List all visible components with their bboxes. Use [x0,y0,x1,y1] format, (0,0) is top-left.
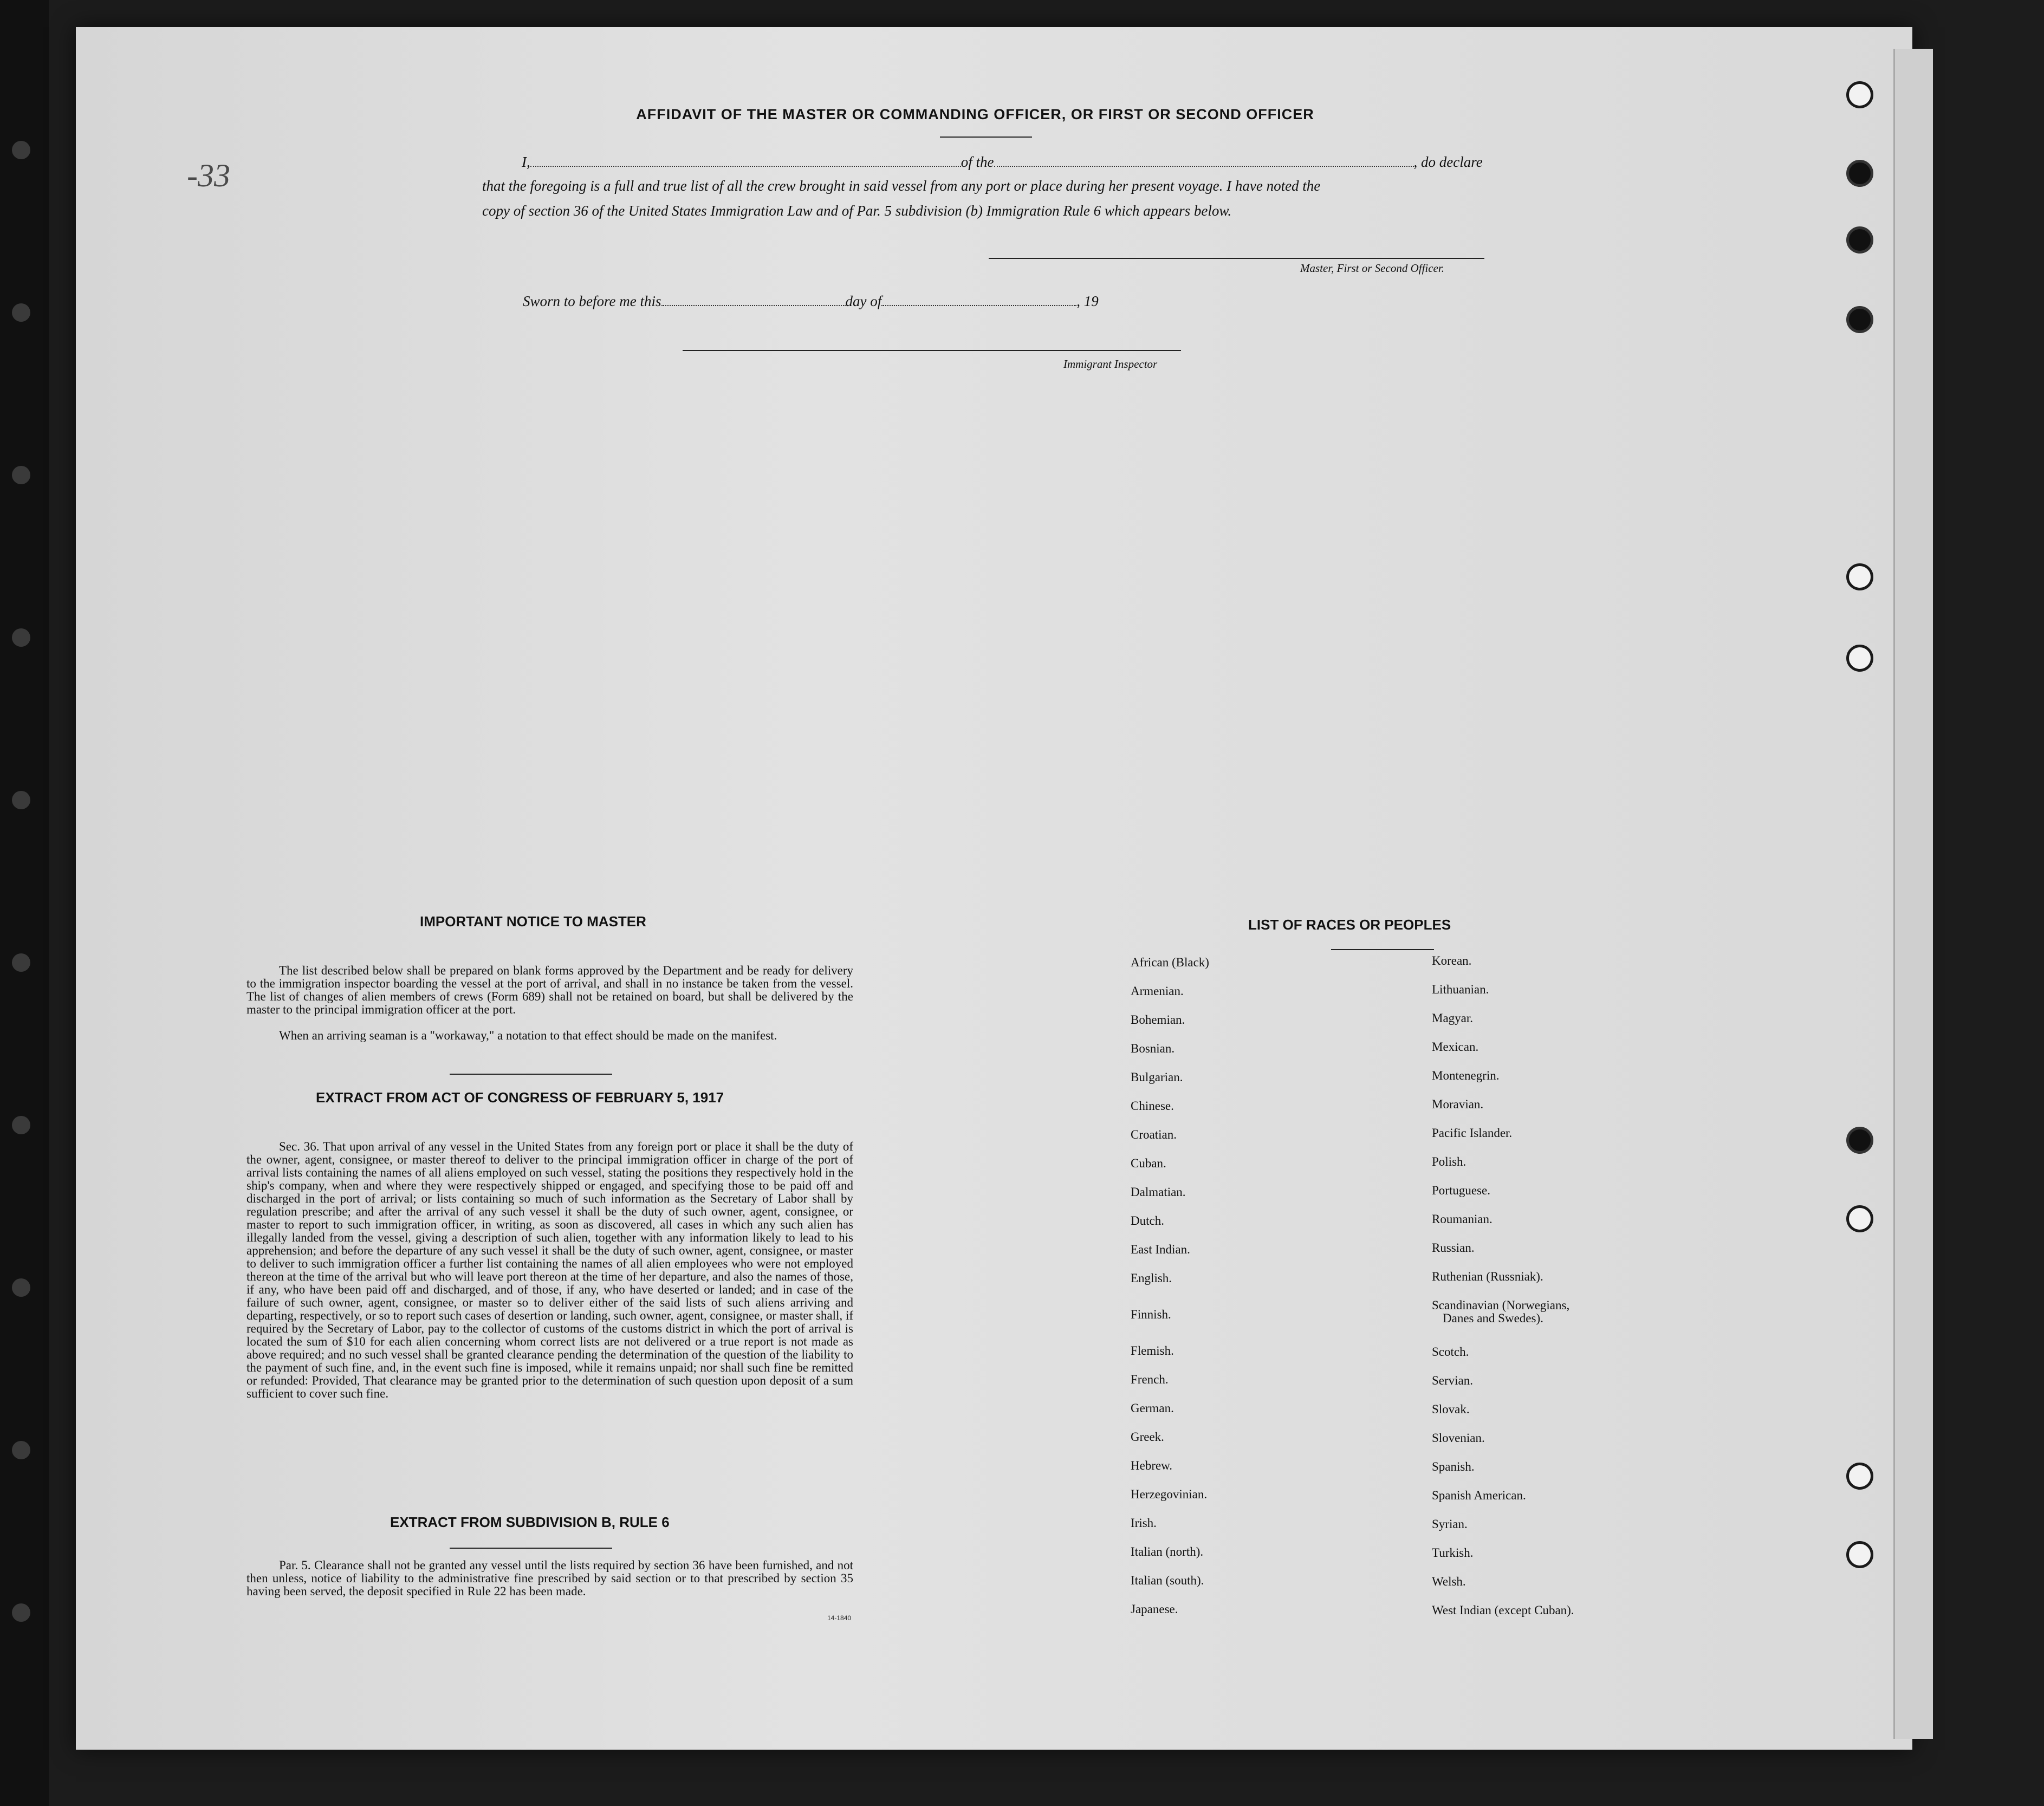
document-page [76,27,1912,1750]
punch-hole [1846,306,1873,333]
race-item: Hebrew. [1131,1459,1173,1472]
punch-hole [1846,81,1873,108]
sworn-day-of: day of [845,293,882,309]
race-item: Chinese. [1131,1099,1174,1113]
master-signature-line [989,258,1484,259]
race-item: Bohemian. [1131,1013,1185,1027]
race-item: Montenegrin. [1432,1069,1500,1082]
race-item: Irish. [1131,1516,1157,1530]
race-item-scandinavian [1432,1299,1574,1346]
master-name-field [530,155,961,167]
binder-hole [12,628,30,647]
race-item: Dalmatian. [1131,1185,1186,1199]
sworn-month-field [881,294,1076,306]
section-divider [450,1548,612,1549]
binder-hole [12,466,30,484]
punch-hole [1846,226,1873,254]
vessel-name-field [994,155,1414,167]
race-item: Portuguese. [1432,1184,1490,1197]
race-item: Dutch. [1131,1214,1164,1227]
master-caption: Master, First or Second Officer. [1300,262,1444,275]
punch-hole [1846,1463,1873,1490]
punch-hole [1846,160,1873,187]
race-item: Flemish. [1131,1344,1174,1357]
race-item: Japanese. [1131,1602,1178,1616]
notice-paragraph: The list described below shall be prepared on blank forms approved by the Department and be ready for delivery to the immigration inspector boarding the vessel at the port of arrival, and shall in no instance be taken from the vessel. The list of changes of alien members of crews (Form 689) shall not be retained on board, but shall be delivered by the master to the principal immigration officer at the port. [246,964,853,1016]
race-item: Roumanian. [1432,1212,1493,1226]
affidavit-line1 [522,154,1483,171]
races-heading: LIST OF RACES OR PEOPLES [1248,917,1451,933]
binder-hole [12,953,30,972]
affidavit-line2: that the foregoing is a full and true list of all the crew brought in said vessel from any port or place during her present voyage. I have noted the [482,178,1321,194]
race-item: French. [1131,1373,1169,1386]
punch-hole [1846,1205,1873,1232]
rule-extract-heading: EXTRACT FROM SUBDIVISION B, RULE 6 [390,1514,670,1530]
sworn-year: , 19 [1076,293,1099,309]
race-item: Finnish. [1131,1308,1171,1321]
race-item: Lithuanian. [1432,983,1489,996]
form-number: 14-1840 [827,1614,852,1622]
race-item: Armenian. [1131,984,1184,998]
sworn-day-field [661,294,846,306]
race-item: Mexican. [1432,1040,1479,1054]
race-item: Syrian. [1432,1517,1468,1531]
race-item: Turkish. [1432,1546,1474,1560]
race-item: Herzegovinian. [1131,1487,1208,1501]
race-item-sublabel: Danes and Swedes). [1443,1311,1543,1325]
race-item: German. [1131,1401,1174,1415]
act-extract-heading: EXTRACT FROM ACT OF CONGRESS OF FEBRUARY 5, 1917 [316,1089,724,1106]
race-item: Spanish. [1432,1460,1475,1473]
punch-hole [1846,645,1873,672]
race-item: East Indian. [1131,1243,1190,1256]
race-item: Pacific Islander. [1432,1126,1513,1140]
race-item: Welsh. [1432,1575,1466,1588]
page-edge [1893,49,1933,1739]
race-item: Magyar. [1432,1011,1474,1025]
binder-hole [12,1116,30,1134]
race-item: Slovenian. [1432,1431,1485,1445]
race-item: Ruthenian (Russniak). [1432,1270,1543,1283]
race-item: Bosnian. [1131,1042,1175,1055]
inspector-caption: Immigrant Inspector [1063,358,1158,371]
race-item: Cuban. [1131,1157,1166,1170]
race-item: Servian. [1432,1374,1474,1387]
binder-hole [12,1603,30,1622]
notice-heading: IMPORTANT NOTICE TO MASTER [420,913,646,930]
race-item-label: Scandinavian (Norwegians, [1432,1298,1570,1312]
affidavit-title: AFFIDAVIT OF THE MASTER OR COMMANDING OFFICER, OR FIRST OR SECOND OFFICER [636,106,1314,122]
race-item: English. [1131,1271,1172,1285]
race-item: Korean. [1432,954,1472,967]
race-item: African (Black) [1131,956,1209,969]
rule-extract-text: Par. 5. Clearance shall not be granted any vessel until the lists required by section 36 have been furnished, and not then unless, notice of liability to the administrative fine prescribed by said section or to that prescribed by section 35 having been served, the deposit specified in Rule 22 has been made. [246,1558,853,1598]
affidavit-i-label: I, [522,154,530,170]
race-item: Slovak. [1432,1402,1470,1416]
race-item: Spanish American. [1432,1489,1526,1502]
punch-hole [1846,1127,1873,1154]
section-divider [450,1074,612,1075]
race-item: Italian (south). [1131,1574,1204,1587]
race-item: Bulgarian. [1131,1070,1183,1084]
race-item: Greek. [1131,1430,1164,1444]
race-item: Italian (north). [1131,1545,1204,1558]
affidavit-declare-label: , do declare [1413,154,1483,170]
punch-hole [1846,1541,1873,1568]
title-underline [940,137,1032,138]
notice-workaway-paragraph: When an arriving seaman is a "workaway," a notation to that effect should be made on the manifest. [279,1029,777,1042]
race-item: Russian. [1432,1241,1475,1255]
affidavit-line3: copy of section 36 of the United States Immigration Law and of Par. 5 subdivision (b) Immigration Rule 6 which appears below. [482,203,1232,219]
punch-hole [1846,563,1873,590]
binder-hole [12,1278,30,1297]
binder-hole [12,141,30,159]
race-item: Moravian. [1432,1097,1484,1111]
races-underline [1331,949,1434,950]
affidavit-of-the-label: of the [961,154,994,170]
race-item: Scotch. [1432,1345,1469,1359]
binder-hole [12,1441,30,1459]
binder-strip [0,0,49,1806]
races-right-column [1432,954,1574,1633]
binder-hole [12,791,30,809]
race-item: West Indian (except Cuban). [1432,1603,1574,1617]
sworn-line [523,293,1099,310]
race-item: Polish. [1432,1155,1467,1168]
margin-mark: -33 [187,158,230,193]
act-extract-text: Sec. 36. That upon arrival of any vessel in the United States from any foreign port or place it shall be the duty of the owner, agent, consignee, or master thereof to deliver to the principal immigration officer in charge of the port of arrival lists containing the names of all aliens employed on such vessel, stating the positions they respectively hold in the ship's company, when and where they were respectively shipped or engaged, and specifying those to be paid off and discharged in the port of arrival; or lists containing so much of such information as the Secretary of Labor shall by regulation prescribe; and after the arrival of any such vessel it shall be the duty of such owner, agent, consignee, or master to report to such immigration officer, in writing, as soon as discovered, all cases in which any such alien has illegally landed from the vessel, giving a description of such alien, together with any information likely to lead to his apprehension; and before the departure of any such vessel it shall be the duty of such owner, agent, consignee, or master to deliver to such immigration officer a further list containing the names of all alien employees who were not employed thereon at the time of the arrival but who will leave port thereon at the time of her departure, and also the names of those, if any, who have been paid off and discharged, and of those, if any, who have deserted or landed; and in case of the failure of such owner, agent, consignee, or master so to deliver either of the said lists of such aliens arriving and departing, respectively, or so to report such cases of desertion or landing, such owner, agent, consignee, or master shall, if required by the Secretary of Labor, pay to the collector of customs of the customs district in which the port of arrival is located the sum of $10 for each alien concerning whom correct lists are not delivered or a true report is not made as above required; and no such vessel shall be granted clearance pending the determination of the question of the liability to the payment of such fine, and, in the event such fine is imposed, while it remains unpaid; nor shall such fine be remitted or refunded: Provided, That clearance may be granted prior to the determination of such question upon deposit of a sum sufficient to cover such fine. [246,1140,853,1400]
sworn-prefix: Sworn to before me this [523,293,661,309]
races-left-column [1131,956,1209,1632]
inspector-signature-line [683,350,1181,351]
race-item: Croatian. [1131,1128,1177,1141]
binder-hole [12,303,30,322]
